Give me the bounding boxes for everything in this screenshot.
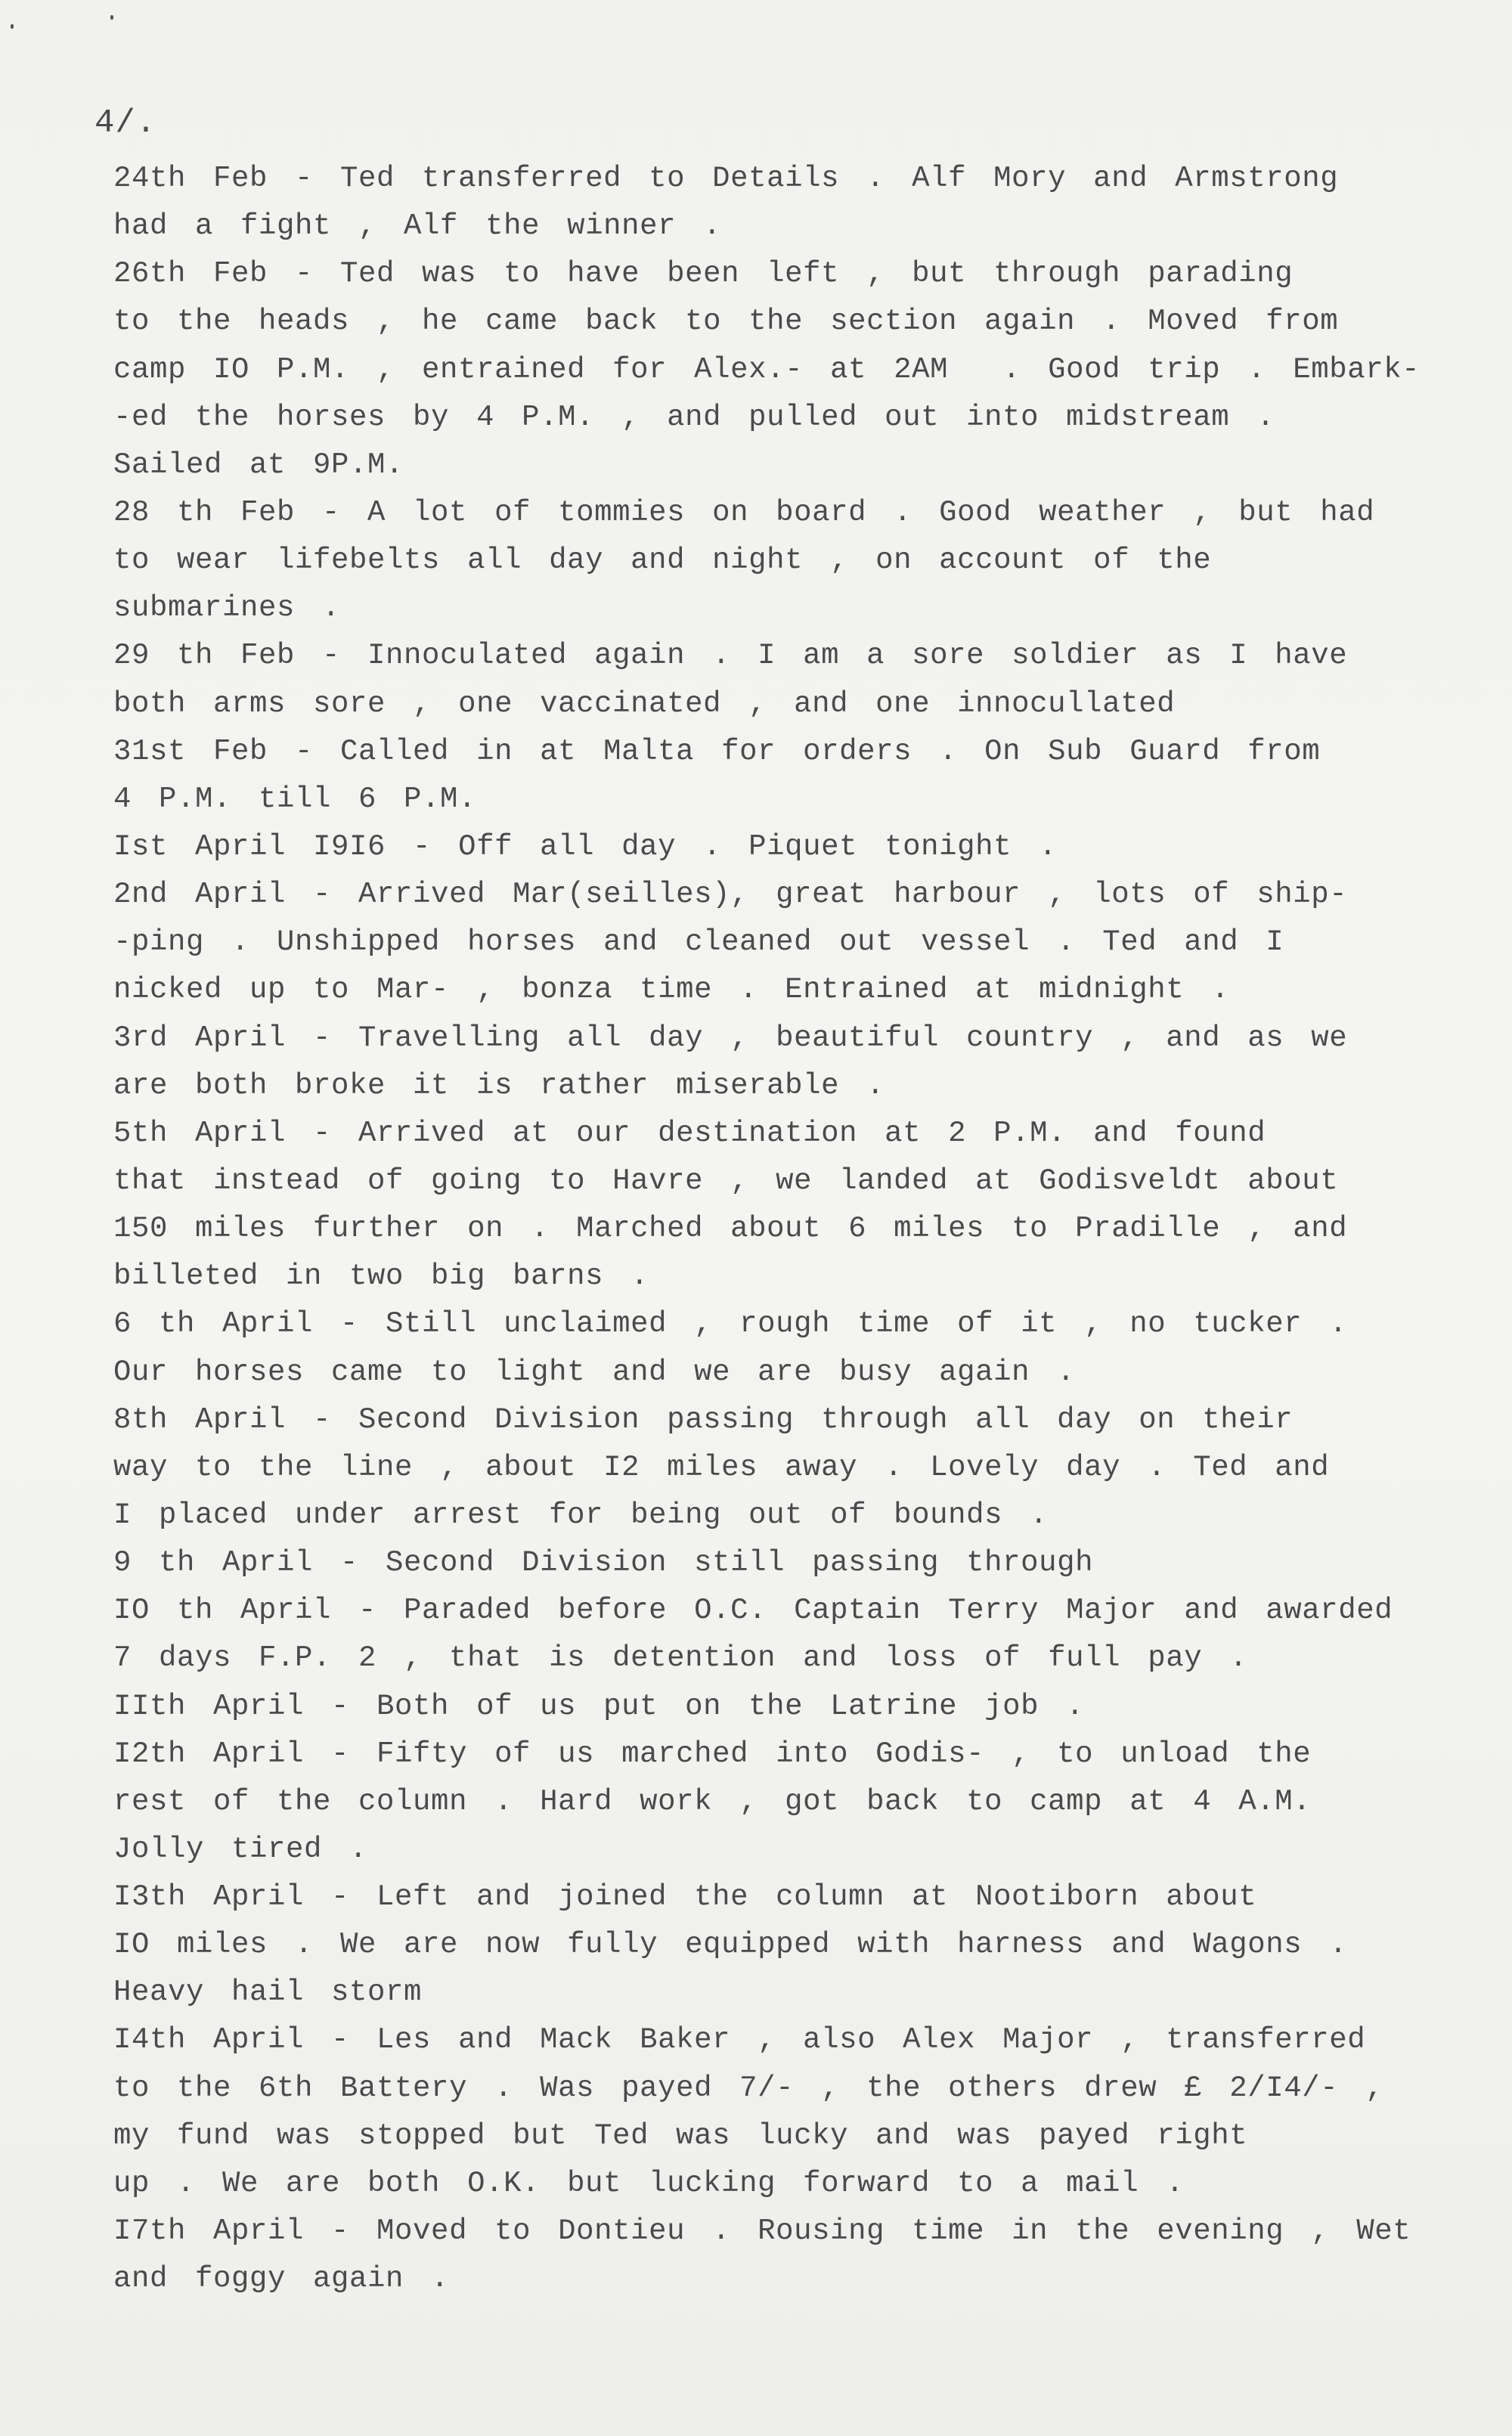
diary-line: Ist April I9I6 - Off all day . Piquet tonight . [113, 829, 1058, 863]
diary-line: nicked up to Mar- , bonza time . Entrained at midnight . [113, 973, 1230, 1007]
diary-line: 3rd April - Travelling all day , beautiful country , and as we [113, 1021, 1348, 1055]
diary-line: I2th April - Fifty of us marched into Godis- , to unload the [113, 1737, 1312, 1771]
diary-line: 29 th Feb - Innoculated again . I am a sore soldier as I have [113, 639, 1348, 673]
ink-speck [11, 24, 14, 29]
diary-line: are both broke it is rather miserable . [113, 1068, 885, 1102]
diary-line: billeted in two big barns . [113, 1260, 649, 1294]
diary-line: camp IO P.M. , entrained for Alex.- at 2AM . Good trip . Embark- [113, 352, 1421, 386]
diary-line: 6 th April - Still unclaimed , rough time of it , no tucker . [113, 1307, 1348, 1341]
diary-line: to the 6th Battery . Was payed 7/- , the others drew £ 2/I4/- , [113, 2071, 1384, 2105]
diary-line: and foggy again . [113, 2262, 450, 2296]
diary-line: rest of the column . Hard work , got back to camp at 4 A.M. [113, 1784, 1312, 1818]
diary-line: 2nd April - Arrived Mar(seilles), great harbour , lots of ship- [113, 878, 1348, 912]
diary-line: up . We are both O.K. but lucking forward to a mail . [113, 2166, 1185, 2200]
diary-line: that instead of going to Havre , we landed at Godisveldt about [113, 1164, 1339, 1198]
diary-line: to the heads , he came back to the section again . Moved from [113, 305, 1339, 339]
page-number: 4/. [94, 104, 157, 142]
diary-line: 26th Feb - Ted was to have been left , but through parading [113, 257, 1294, 291]
diary-entries [113, 155, 1467, 2303]
diary-line: 7 days F.P. 2 , that is detention and loss of full pay . [113, 1641, 1248, 1675]
diary-line: way to the line , about I2 miles away . Lovely day . Ted and [113, 1450, 1330, 1484]
diary-line: submarines . [113, 591, 341, 625]
diary-line: 4 P.M. till 6 P.M. [113, 782, 477, 816]
diary-line: I7th April - Moved to Dontieu . Rousing time in the evening , Wet [113, 2214, 1411, 2248]
diary-line: I3th April - Left and joined the column at Nootiborn about [113, 1880, 1257, 1914]
ink-speck [110, 15, 113, 20]
diary-line: IO th April - Paraded before O.C. Captain Terry Major and awarded [113, 1594, 1393, 1628]
diary-line: 8th April - Second Division passing through all day on their [113, 1402, 1294, 1436]
diary-line: IIth April - Both of us put on the Latrine job . [113, 1689, 1085, 1723]
diary-line: I placed under arrest for being out of bounds . [113, 1498, 1049, 1532]
diary-line: 28 th Feb - A lot of tommies on board . Good weather , but had [113, 495, 1375, 529]
diary-line: 5th April - Arrived at our destination at 2 P.M. and found [113, 1116, 1266, 1150]
diary-line: had a fight , Alf the winner . [113, 209, 722, 243]
diary-line: I4th April - Les and Mack Baker , also Alex Major , transferred [113, 2023, 1366, 2057]
diary-line: 24th Feb - Ted transferred to Details . Alf Mory and Armstrong [113, 162, 1339, 195]
diary-line: Heavy hail storm [113, 1976, 423, 2010]
diary-line: Our horses came to light and we are busy again . [113, 1355, 1076, 1389]
diary-line: -ping . Unshipped horses and cleaned out vessel . Ted and I [113, 925, 1284, 959]
diary-line: Sailed at 9P.M. [113, 448, 404, 482]
diary-line: 150 miles further on . Marched about 6 miles to Pradille , and [113, 1212, 1348, 1246]
diary-line: -ed the horses by 4 P.M. , and pulled out into midstream . [113, 400, 1275, 434]
diary-line: my fund was stopped but Ted was lucky and was payed right [113, 2118, 1248, 2152]
diary-line: Jolly tired . [113, 1832, 368, 1866]
diary-line: 31st Feb - Called in at Malta for orders . On Sub Guard from [113, 734, 1321, 768]
diary-line: IO miles . We are now fully equipped with harness and Wagons . [113, 1928, 1348, 1962]
diary-line: to wear lifebelts all day and night , on account of the [113, 544, 1212, 578]
diary-line: 9 th April - Second Division still passing through [113, 1546, 1094, 1580]
diary-line: both arms sore , one vaccinated , and one innocullated [113, 686, 1176, 721]
